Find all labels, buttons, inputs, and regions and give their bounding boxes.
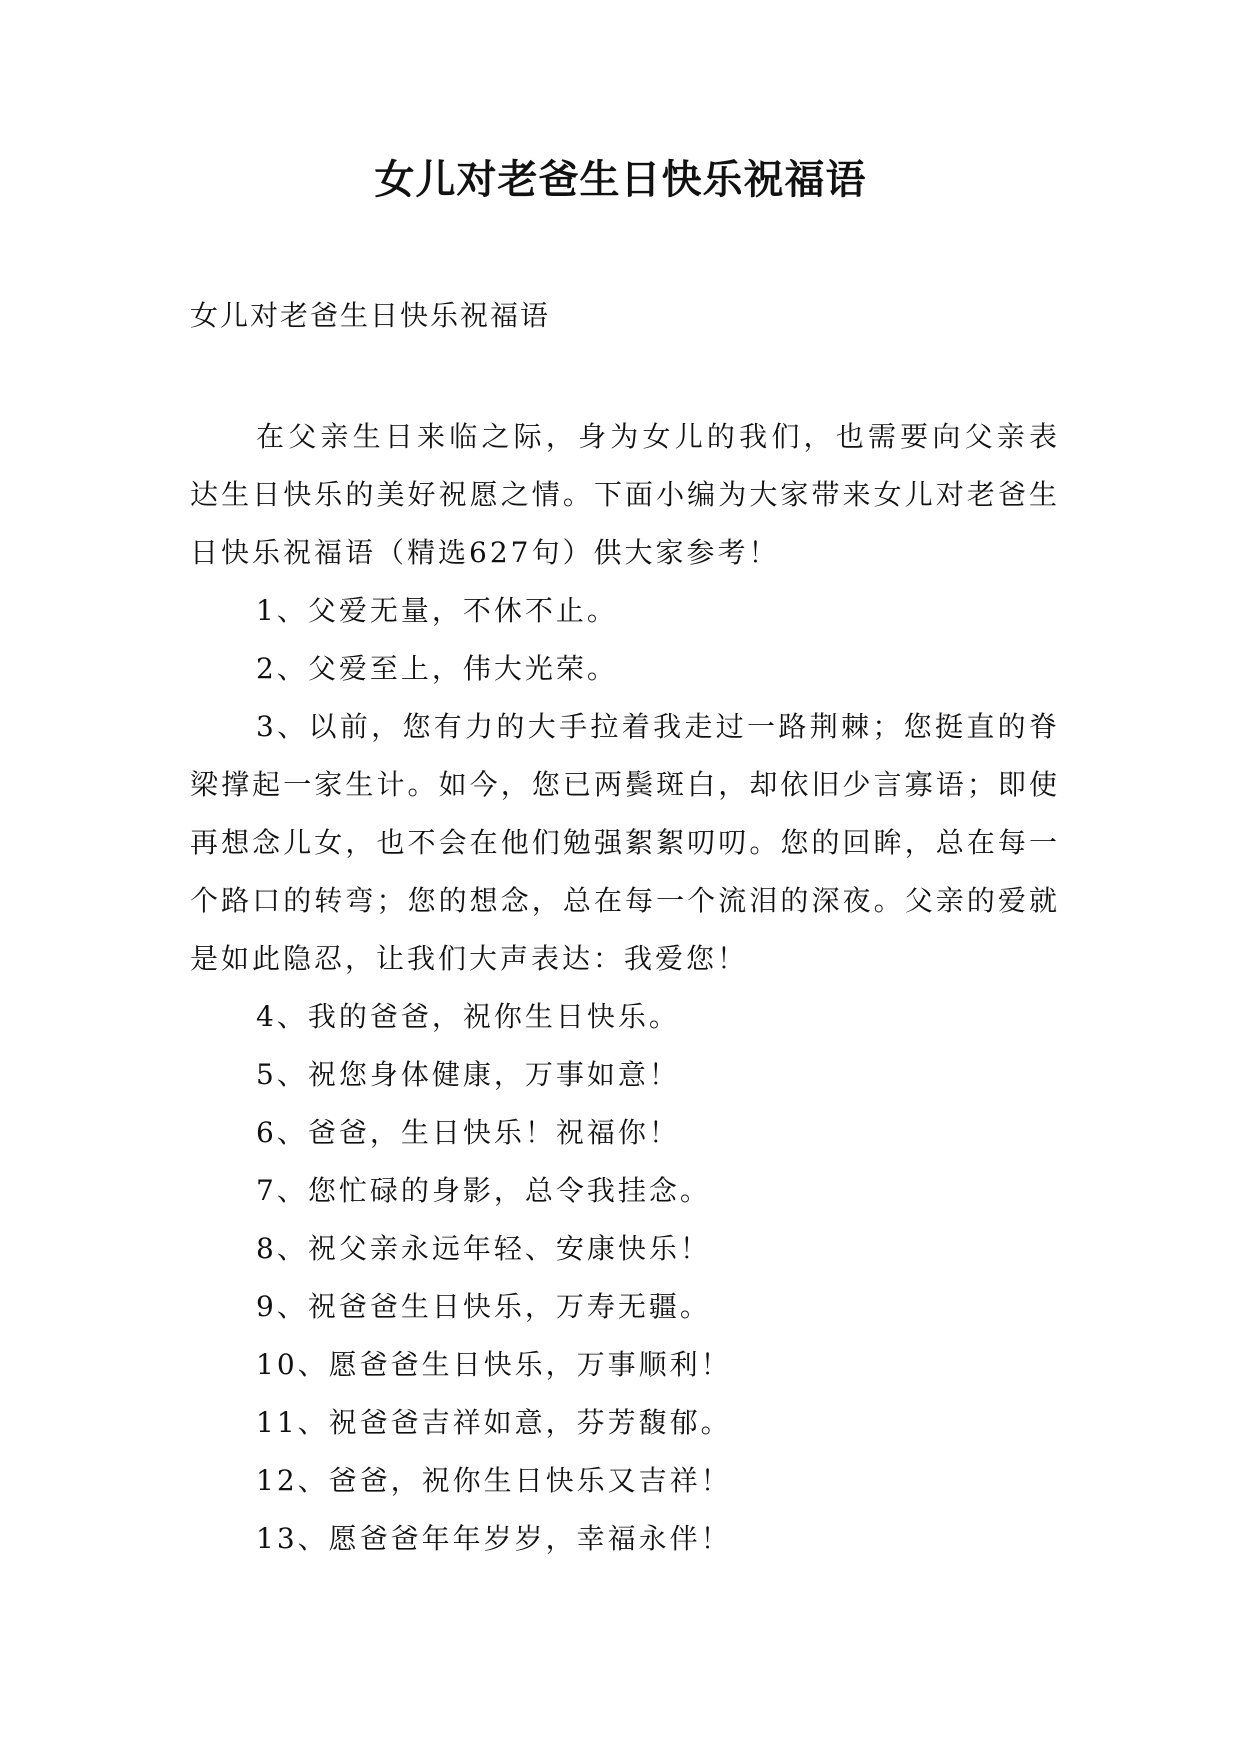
list-item: 1、父爱无量，不休不止。 — [256, 594, 618, 627]
document-body — [190, 408, 1060, 1568]
list-item: 12、爸爸，祝你生日快乐又吉祥！ — [256, 1464, 732, 1497]
document-subtitle: 女儿对老爸生日快乐祝福语 — [190, 299, 551, 332]
list-item: 9、祝爸爸生日快乐，万寿无疆。 — [256, 1290, 711, 1323]
list-item: 8、祝父亲永远年轻、安康快乐！ — [256, 1232, 711, 1265]
list-item: 11、祝爸爸吉祥如意，芬芳馥郁。 — [256, 1406, 732, 1439]
list-item: 10、愿爸爸生日快乐，万事顺利！ — [256, 1348, 732, 1381]
document-title: 女儿对老爸生日快乐祝福语 — [374, 157, 867, 203]
list-item: 4、我的爸爸，祝你生日快乐。 — [256, 1000, 680, 1033]
list-item-long: 3、以前，您有力的大手拉着我走过一路荆棘；您挺直的脊梁撑起一家生计。如今，您已两鬓斑白，却依旧少言寡语；即使再想念儿女，也不会在他们勉强絮絮叨叨。您的回眸，总在每一个路口的转弯；您的想念，总在每一个流泪的深夜。父亲的爱就是如此隐忍，让我们大声表达：我爱您！ — [190, 710, 1060, 975]
list-item: 2、父爱至上，伟大光荣。 — [256, 652, 618, 685]
list-item: 5、祝您身体健康，万事如意！ — [256, 1058, 680, 1091]
list-item: 7、您忙碌的身影，总令我挂念。 — [256, 1174, 711, 1207]
list-item: 6、爸爸，生日快乐！祝福你！ — [256, 1116, 680, 1149]
intro-paragraph: 在父亲生日来临之际，身为女儿的我们，也需要向父亲表达生日快乐的美好祝愿之情。下面小编为大家带来女儿对老爸生日快乐祝福语（精选627句）供大家参考！ — [190, 420, 1060, 569]
list-item: 13、愿爸爸年年岁岁，幸福永伴！ — [256, 1522, 732, 1555]
